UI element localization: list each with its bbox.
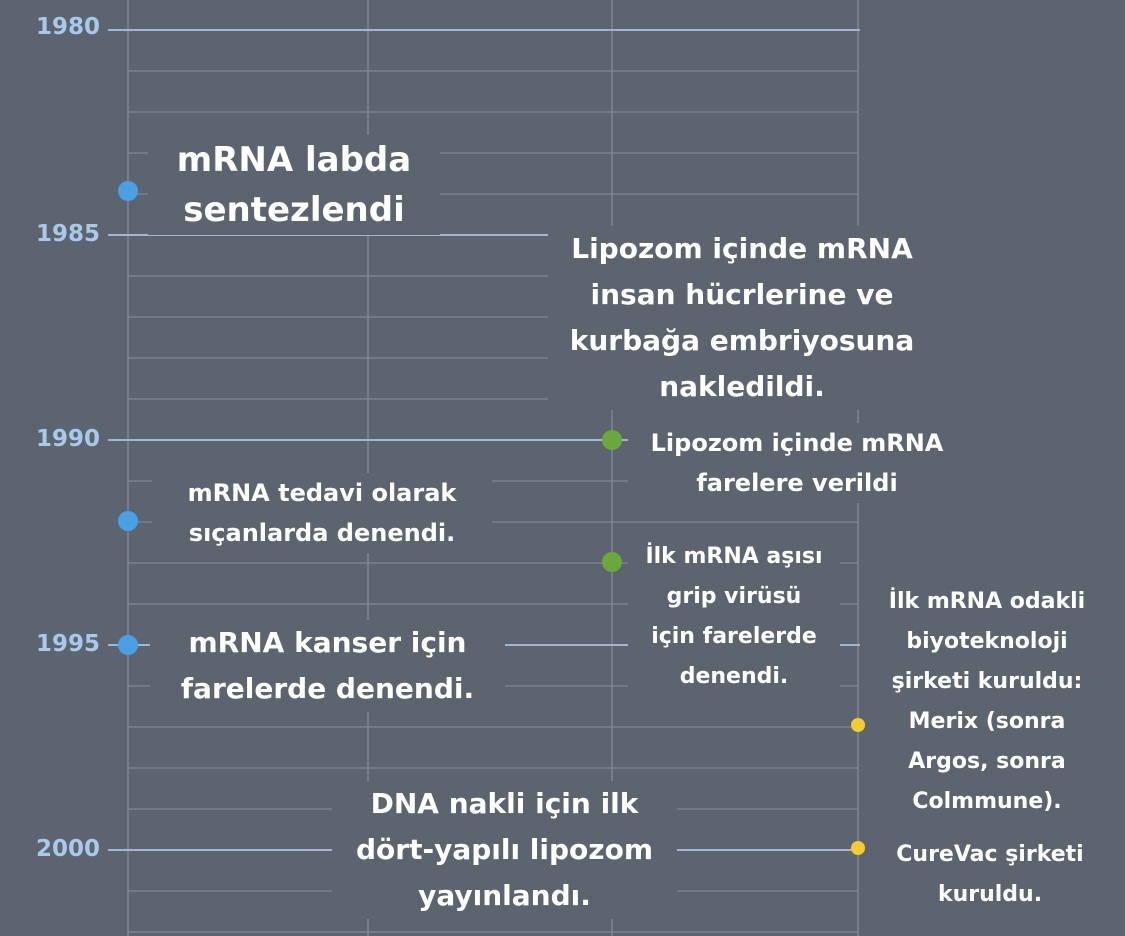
year-label-1980: 1980 — [35, 14, 100, 40]
event-liposome-mice: Lipozom içinde mRNA farelere verildi — [628, 423, 966, 503]
event-curevac-founded: CureVac şirketi kuruldu. — [870, 835, 1110, 915]
event-merix-founded: İlk mRNA odakli biyoteknoloji şirketi kuruldu: Merix (sonra Argos, sonra Colmmune). — [866, 582, 1108, 822]
event-therapy-rats: mRNA tedavi olarak sıçanlarda denendi. — [152, 473, 492, 553]
year-label-1990: 1990 — [35, 426, 100, 452]
year-label-2000: 2000 — [35, 836, 100, 862]
event-flu-vaccine-mice: İlk mRNA aşısı grip virüsü için farelerde denendi. — [628, 537, 840, 697]
marker-cancer-mice — [118, 635, 138, 655]
event-dna-lipid-published: DNA nakli için ilk dört-yapılı lipozom yayınlandı. — [332, 781, 677, 919]
marker-flu-vaccine-mice — [602, 552, 622, 572]
year-label-1995: 1995 — [35, 631, 100, 657]
event-liposome-human-frog: Lipozom içinde mRNA insan hücrlerine ve kurbağa embriyosuna nakledildi. — [548, 226, 936, 410]
marker-mrna-lab-synthesis — [118, 181, 138, 201]
year-label-1985: 1985 — [35, 221, 100, 247]
event-mrna-lab-synthesis: mRNA labda sentezlendi — [148, 135, 440, 235]
event-cancer-mice: mRNA kanser için farelerde denendi. — [150, 620, 505, 712]
marker-curevac-founded — [851, 841, 865, 855]
marker-therapy-rats — [118, 511, 138, 531]
marker-merix-founded — [851, 718, 865, 732]
marker-liposome-mice — [602, 430, 622, 450]
